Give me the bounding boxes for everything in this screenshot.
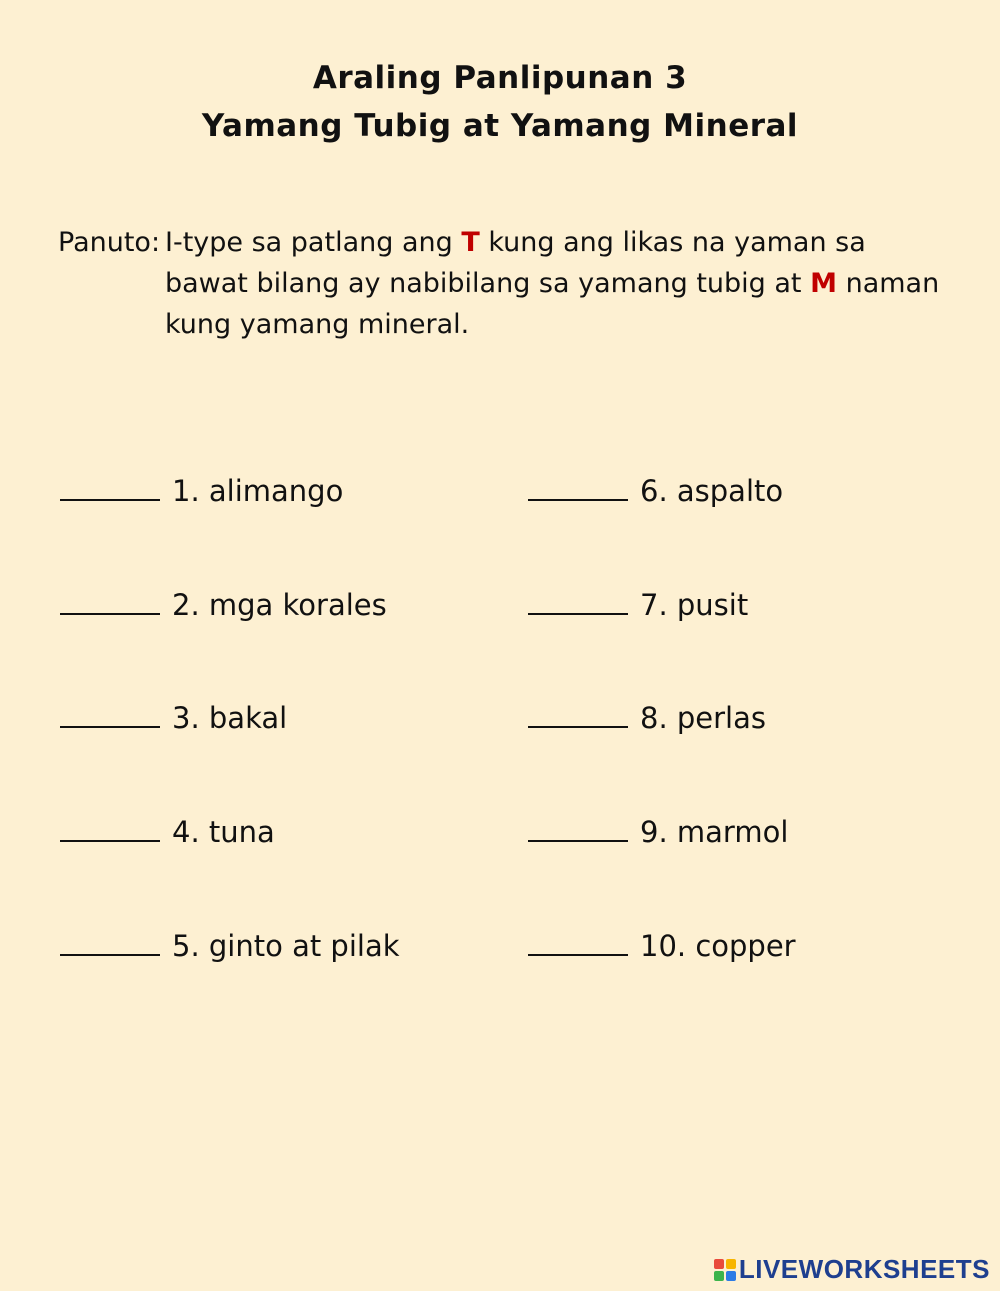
question-text: 6. aspalto [640, 474, 784, 508]
question-text: 8. perlas [640, 701, 766, 735]
question-item [528, 588, 748, 622]
instructions-text: kung ang likas na yaman sa [488, 227, 866, 258]
answer-blank[interactable] [60, 593, 160, 615]
answer-blank[interactable] [60, 706, 160, 728]
question-text: 7. pusit [640, 588, 749, 622]
question-item [528, 701, 766, 735]
worksheet-title: Araling Panlipunan 3 [312, 60, 688, 96]
question-item [60, 588, 387, 622]
answer-blank[interactable] [60, 934, 160, 956]
question-item [60, 815, 275, 849]
question-text: 1. alimango [172, 474, 344, 508]
question-item [60, 929, 400, 963]
instructions [58, 222, 938, 345]
instructions-text: bawat bilang ay nabibilang sa yamang tubig at [165, 268, 802, 299]
question-item [60, 474, 343, 508]
question-item [528, 815, 788, 849]
answer-blank[interactable] [528, 706, 628, 728]
question-text: 4. tuna [172, 815, 275, 849]
instructions-text: I-type sa patlang ang [165, 227, 453, 258]
worksheet-subtitle: Yamang Tubig at Yamang Mineral [201, 108, 799, 144]
question-text: 9. marmol [640, 815, 789, 849]
logo-text: LIVEWORKSHEETS [738, 1254, 990, 1284]
answer-blank[interactable] [528, 820, 628, 842]
question-item [528, 474, 783, 508]
question-text: 2. mga korales [172, 588, 387, 622]
answer-blank[interactable] [528, 593, 628, 615]
question-text: 3. bakal [172, 701, 288, 735]
instructions-label: Panuto: [58, 227, 161, 258]
liveworksheets-logo[interactable] [714, 1254, 990, 1285]
question-item [528, 929, 796, 963]
question-item [60, 701, 287, 735]
answer-blank[interactable] [528, 479, 628, 501]
logo-badge-icon [714, 1259, 736, 1281]
instructions-line-1 [165, 222, 938, 263]
answer-blank[interactable] [60, 479, 160, 501]
question-text: 10. copper [640, 929, 796, 963]
answer-blank[interactable] [528, 934, 628, 956]
instructions-line-3: kung yamang mineral. [165, 309, 470, 340]
key-letter-m: M [810, 268, 837, 299]
question-text: 5. ginto at pilak [172, 929, 400, 963]
instructions-text: naman [845, 268, 940, 299]
key-letter-t: T [461, 227, 480, 258]
instructions-line-2 [165, 263, 938, 304]
answer-blank[interactable] [60, 820, 160, 842]
